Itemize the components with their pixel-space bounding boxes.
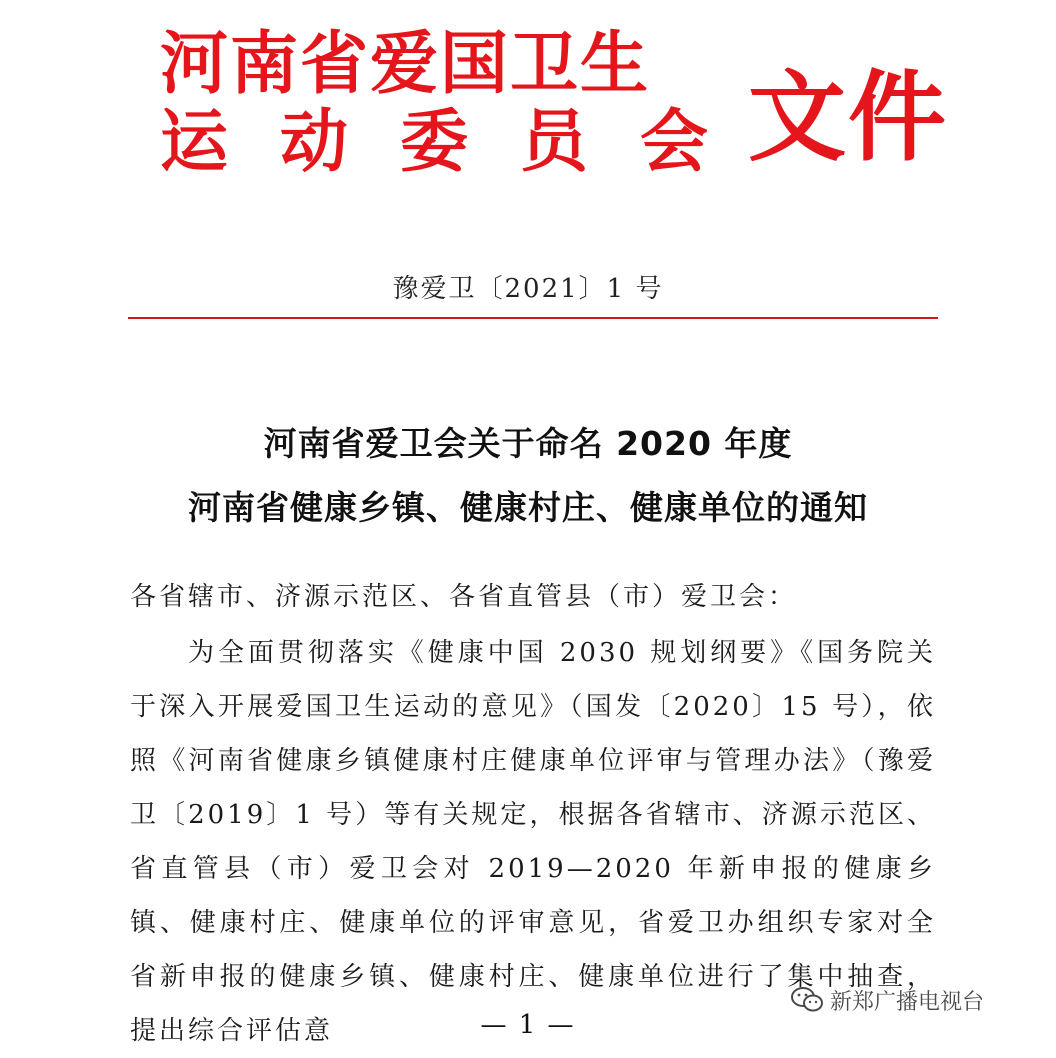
letterhead — [160, 22, 949, 182]
page-number: — 1 — — [480, 1010, 576, 1040]
document-number: 豫爱卫〔2021〕1 号 — [392, 274, 664, 304]
body-paragraph: 为全面贯彻落实《健康中国 2030 规划纲要》《国务院关于深入开展爱国卫生运动的意见》（国发〔2020〕15 号），依照《河南省健康乡镇健康村庄健康单位评审与管理办法》（豫爱卫〔2019〕1 号）等有关规定，根据各省辖市、济源示范区、省直管县（市）爱卫会对 2019—2020 年新申报的健康乡镇、健康村庄、健康单位的评审意见，省爱卫办组织专家对全省新申报的健康乡镇、健康村庄、健康单位进行了集中抽查，提出综合评估意 — [130, 638, 936, 1046]
red-divider — [128, 317, 938, 319]
letterhead-line-2: 运动委员会 — [160, 103, 761, 182]
letterhead-suffix: 文件 — [748, 61, 949, 175]
document-title-line-2: 河南省健康乡镇、健康村庄、健康单位的通知 — [188, 488, 868, 527]
watermark-text: 新郑广播电视台 — [830, 989, 985, 1015]
letterhead-line-1: 河南省爱国卫生 — [160, 25, 651, 104]
salutation: 各省辖市、济源示范区、各省直管县（市）爱卫会： — [130, 582, 798, 612]
document-title-line-1: 河南省爱卫会关于命名 2020 年度 — [263, 424, 793, 463]
